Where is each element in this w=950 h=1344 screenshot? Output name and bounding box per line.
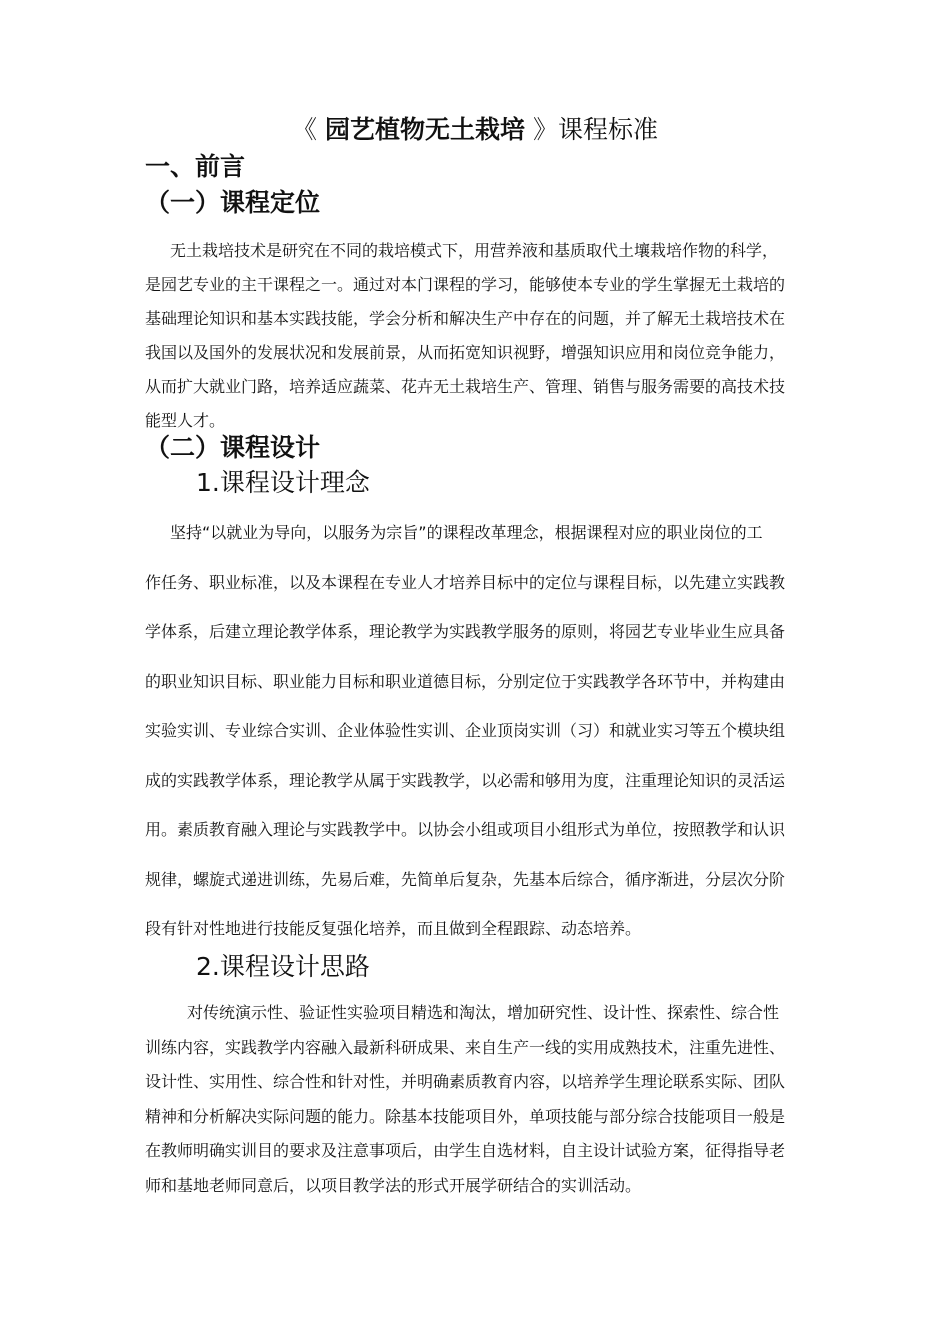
paragraph-line: 设计性、实用性、综合性和针对性，并明确素质教育内容，以培养学生理论联系实际、团队 xyxy=(145,1072,786,1091)
paragraph-line: 学体系，后建立理论教学体系，理论教学为实践教学服务的原则，将园艺专业毕业生应具备 xyxy=(145,622,786,641)
item-heading-design-approach: 2.课程设计思路 xyxy=(196,952,370,981)
title-close-bracket: 》课程标准 xyxy=(525,115,658,144)
paragraph-line: 作任务、职业标准，以及本课程在专业人才培养目标中的定位与课程目标，以先建立实践教 xyxy=(145,572,786,592)
paragraph-line: 能型人才。 xyxy=(145,411,226,430)
paragraph-design-approach xyxy=(145,996,810,1203)
document-title xyxy=(0,112,950,148)
subsection-heading-positioning: （一）课程定位 xyxy=(145,188,321,217)
paragraph-design-concept xyxy=(145,508,810,954)
subsection-heading-design: （二）课程设计 xyxy=(145,433,321,462)
paragraph-line: 在教师明确实训目的要求及注意事项后，由学生自选材料，自主设计试验方案，征得指导老 xyxy=(145,1141,786,1160)
paragraph-line: 实验实训、专业综合实训、企业体验性实训、企业顶岗实训（习）和就业实习等五个模块组 xyxy=(145,721,786,740)
paragraph-line: 是园艺专业的主干课程之一。通过对本门课程的学习，能够使本专业的学生掌握无土栽培的 xyxy=(145,275,786,294)
paragraph-line: 无土栽培技术是研究在不同的栽培模式下，用营养液和基质取代土壤栽培作物的科学， xyxy=(170,241,779,260)
paragraph-line: 坚持“以就业为导向，以服务为宗旨”的课程改革理念，根据课程对应的职业岗位的工 xyxy=(170,523,763,542)
title-course-name: 园艺植物无土栽培 xyxy=(324,115,525,144)
paragraph-line: 用。素质教育融入理论与实践教学中。以协会小组或项目小组形式为单位，按照教学和认识 xyxy=(145,820,786,839)
item-heading-design-concept: 1.课程设计理念 xyxy=(196,468,370,497)
paragraph-line: 师和基地老师同意后，以项目教学法的形式开展学研结合的实训活动。 xyxy=(145,1175,642,1195)
paragraph-line: 的职业知识目标、职业能力目标和职业道德目标，分别定位于实践教学各环节中，并构建由 xyxy=(145,671,786,691)
paragraph-line: 我国以及国外的发展状况和发展前景，从而拓宽知识视野，增强知识应用和岗位竞争能力， xyxy=(145,343,786,362)
paragraph-line: 成的实践教学体系，理论教学从属于实践教学，以必需和够用为度，注重理论知识的灵活运 xyxy=(145,770,786,790)
title-open-bracket: 《 xyxy=(292,115,325,144)
paragraph-line: 基础理论知识和基本实践技能，学会分析和解决生产中存在的问题，并了解无土栽培技术在 xyxy=(145,309,786,328)
paragraph-line: 段有针对性地进行技能反复强化培养，而且做到全程跟踪、动态培养。 xyxy=(145,919,642,938)
paragraph-line: 对传统演示性、验证性实验项目精选和淘汰，增加研究性、设计性、探索性、综合性 xyxy=(187,1003,780,1022)
paragraph-line: 训练内容，实践教学内容融入最新科研成果、来自生产一线的实用成熟技术，注重先进性、 xyxy=(145,1037,786,1057)
paragraph-line: 规律，螺旋式递进训练，先易后难，先简单后复杂，先基本后综合，循序渐进，分层次分阶 xyxy=(145,869,786,889)
section-heading-preface: 一、前言 xyxy=(145,152,246,181)
paragraph-course-positioning xyxy=(145,234,810,438)
paragraph-line: 精神和分析解决实际问题的能力。除基本技能项目外，单项技能与部分综合技能项目一般是 xyxy=(145,1106,786,1126)
paragraph-line: 从而扩大就业门路，培养适应蔬菜、花卉无土栽培生产、管理、销售与服务需要的高技术技 xyxy=(145,377,786,396)
